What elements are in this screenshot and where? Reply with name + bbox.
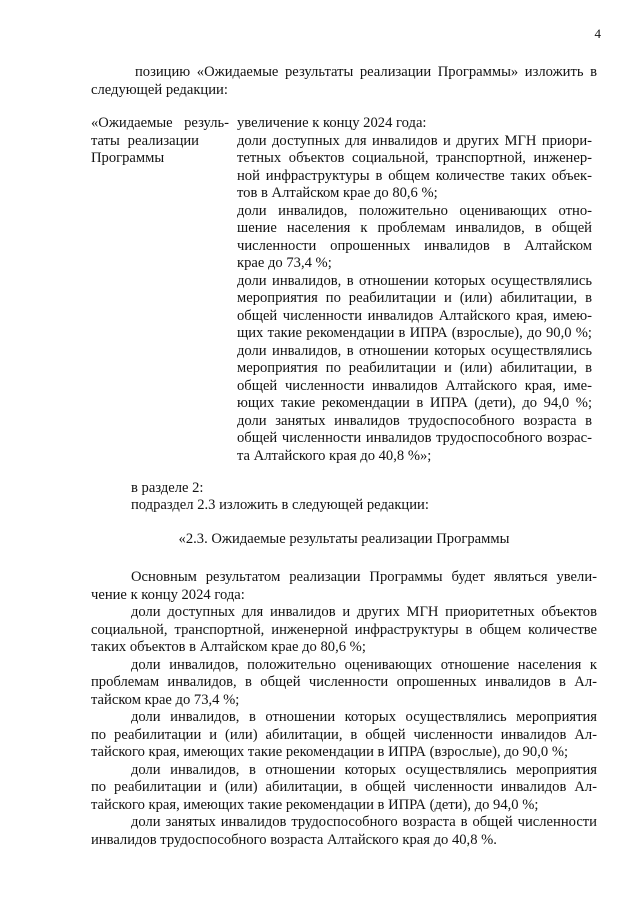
intro-paragraph xyxy=(91,64,597,99)
table-value-line: ющих такие рекомендации в ИПРА (дети), до 94,0 %; xyxy=(237,395,592,411)
intro-line: следующей редакции: xyxy=(91,81,228,98)
body-paragraph xyxy=(91,762,597,815)
body-line: инвалидов трудоспособного возраста Алтайского края до 40,8 %. xyxy=(91,831,497,848)
table-value-line: доли инвалидов, положительно оценивающих отно- xyxy=(237,202,592,219)
subsection-reference: подраздел 2.3 изложить в следующей редакции: xyxy=(131,497,429,513)
body-line: доли занятых инвалидов трудоспособного возраста в общей численности xyxy=(131,814,597,830)
table-label-line: «Ожидаемые резуль- xyxy=(91,115,229,131)
table-value-line: общей численности инвалидов Алтайского края, име- xyxy=(237,377,592,394)
body-line: тайского края, имеющих такие рекомендации в ИПРА (взрослые), до 90,0 %; xyxy=(91,744,569,760)
table-value-line: общей численности инвалидов Алтайского края, имею- xyxy=(237,307,592,324)
body-line: тайском крае до 73,4 %; xyxy=(91,691,240,708)
table-label-line: таты реализации xyxy=(91,132,199,149)
body-line: по реабилитации и (или) абилитации, в общей численности инвалидов Ал- xyxy=(91,726,597,743)
section-reference: в разделе 2: xyxy=(131,480,204,496)
table-value-line: ной инфраструктуры в общем количестве таких объек- xyxy=(237,167,592,184)
table-value-cell xyxy=(237,115,592,465)
body-paragraph xyxy=(91,657,597,710)
body-line: социальной, транспортной, инженерной инфраструктуры в общем количестве xyxy=(91,621,597,638)
table-value-line: щих такие рекомендации в ИПРА (взрослые), до 90,0 %; xyxy=(237,325,592,341)
body-line: доли инвалидов, положительно оценивающих отношение населения к xyxy=(131,656,597,673)
body-line: доли доступных для инвалидов и других МГН приоритетных объектов xyxy=(131,604,597,620)
body-line: тайского края, имеющих такие рекомендации в ИПРА (дети), до 94,0 %; xyxy=(91,796,539,813)
body-paragraph xyxy=(91,604,597,657)
table-value-line: численности опрошенных инвалидов в Алтайском xyxy=(237,237,592,254)
table-value-line: доли инвалидов, в отношении которых осуществлялись xyxy=(237,342,592,359)
body-paragraph xyxy=(91,709,597,762)
table-value-line: общей численности инвалидов трудоспособного возрас- xyxy=(237,430,592,446)
table-value-line: шение населения к проблемам инвалидов, в общей xyxy=(237,220,592,236)
table-value-line: та Алтайского края до 40,8 %»; xyxy=(237,447,432,464)
table-value-line: мероприятия по реабилитации и (или) абилитации, в xyxy=(237,290,592,306)
table-value-line: доли инвалидов, в отношении которых осуществлялись xyxy=(237,272,592,289)
table-value-line: тов в Алтайском крае до 80,6 %; xyxy=(237,185,438,201)
table-label-cell xyxy=(91,115,229,168)
body-line: Основным результатом реализации Программы будет являться увели- xyxy=(131,569,597,585)
table-value-line: мероприятия по реабилитации и (или) абилитации, в xyxy=(237,360,592,376)
section-body xyxy=(91,569,597,849)
table-value-line: доли занятых инвалидов трудоспособного возраста в xyxy=(237,412,592,429)
page-number: 4 xyxy=(594,26,601,41)
body-line: чение к концу 2024 года: xyxy=(91,586,245,603)
body-line: таких объектов в Алтайском крае до 80,6 %; xyxy=(91,639,366,655)
table-value-line: увеличение к концу 2024 года: xyxy=(237,115,427,131)
body-line: по реабилитации и (или) абилитации, в общей численности инвалидов Ал- xyxy=(91,779,597,795)
table-label-line: Программы xyxy=(91,150,165,166)
table-value-line: крае до 73,4 %; xyxy=(237,255,332,271)
intro-line: позицию «Ожидаемые результаты реализации Программы» изложить в xyxy=(135,64,597,80)
body-paragraph xyxy=(91,569,597,604)
table-value-line: доли доступных для инвалидов и других МГН приори- xyxy=(237,132,592,149)
body-line: проблемам инвалидов, в общей численности опрошенных инвалидов в Ал- xyxy=(91,674,597,690)
body-paragraph xyxy=(91,814,597,849)
section-heading: «2.3. Ожидаемые результаты реализации Программы xyxy=(178,531,510,547)
body-line: доли инвалидов, в отношении которых осуществлялись мероприятия xyxy=(131,709,597,725)
table-value-line: тетных объектов социальной, транспортной, инженер- xyxy=(237,150,592,166)
body-line: доли инвалидов, в отношении которых осуществлялись мероприятия xyxy=(131,761,597,778)
